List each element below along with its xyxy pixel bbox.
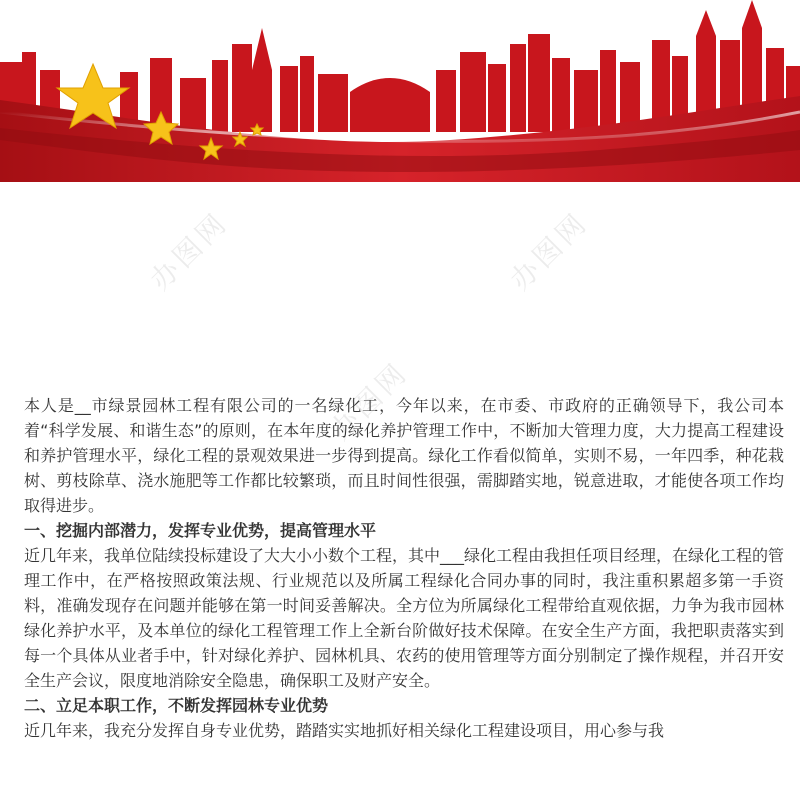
section-paragraph-1: 近几年来，我单位陆续投标建设了大大小小数个工程，其中___绿化工程由我担任项目经理，在绿化工程的管理工作中，在严格按照政策法规、行业规范以及所属工程绿化合同办事的同时，我注重积累超多第一手资料，准确发现存在问题并能够在第一时间妥善解决。全方位为所属绿化工程带给直观依据，力争为我市园林绿化养护水平，及本单位的绿化工程管理工作上全新台阶做好技术保障。在安全生产方面，我把职责落实到每一个具体从业者手中，针对绿化养护、园林机具、农药的使用管理等方面分别制定了操作规程，并召开安全生产会议，限度地消除安全隐患，确保职工及财产安全。: [24, 546, 785, 690]
section-heading-1: 一、挖掘内部潜力，发挥专业优势，提高管理水平: [24, 521, 377, 540]
section-paragraph-2: 近几年来，我充分发挥自身专业优势，踏踏实实地抓好相关绿化工程建设项目，用心参与我: [24, 721, 665, 740]
skyline-buildings: [0, 0, 800, 132]
city-skyline-banner-graphic: [0, 0, 800, 190]
header-banner: [0, 0, 800, 190]
intro-paragraph: 本人是__市绿景园林工程有限公司的一名绿化工，今年以来，在市委、市政府的正确领导下，我公司本着“科学发展、和谐生态”的原则，在本年度的绿化养护管理工作中，不断加大管理力度，大力提高工程建设和养护管理水平，绿化工程的景观效果进一步得到提高。绿化工作看似简单，实则不易，一年四季，种花栽树、剪枝除草、浇水施肥等工作都比较繁琐，而且时间性很强，需脚踏实地，锐意进取，才能使各项工作均取得进步。: [24, 396, 784, 515]
watermark-text: 办图网: [143, 205, 235, 297]
watermark-text: 办图网: [323, 355, 415, 447]
document-body: [24, 393, 784, 743]
watermark-text: 办图网: [503, 205, 595, 297]
section-heading-2: 二、立足本职工作，不断发挥园林专业优势: [24, 696, 329, 715]
